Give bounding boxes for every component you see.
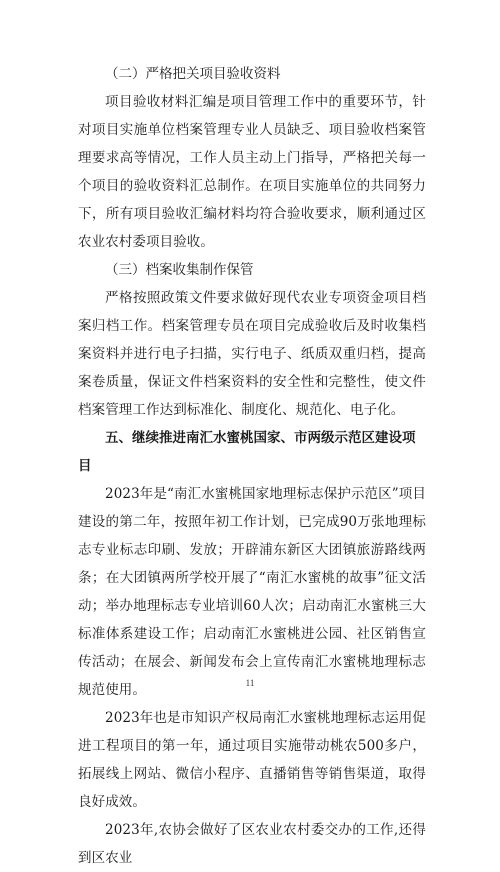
paragraph-association-work: 2023年,农协会做好了区农业农村委交办的工作,还得到区农业 [78,822,426,866]
paragraph-demonstration-zone-progress: 2023年是“南汇水蜜桃国家地理标志保护示范区”项目建设的第二年，按照年初工作计划，已完成90万张地理标志专业标志印刷、发放；开辟浦东新区大团镇旅游路线两条；在大团镇两所学校开展了“南汇水蜜桃的故事”征文活动；举办地理标志专业培训60人次；启动南汇水蜜桃三大标准体系建设工作；启动南汇水蜜桃进公园、社区销售宣传活动；在展会、新闻发布会上宣传南汇水蜜桃地理标志规范使用。 [78,486,426,698]
document-body [78,60,426,872]
paragraph-acceptance-materials: 项目验收材料汇编是项目管理工作中的重要环节，针对项目实施单位档案管理专业人员缺乏、项目验收档案管理要求高等情况，工作人员主动上门指导，严格把关每一个项目的验收资料汇总制作。在项目实施单位的共同努力下，所有项目验收汇编材料均符合验收要求，顺利通过区农业农村委项目验收。 [78,94,426,250]
section-heading-demonstration-zone: 五、继续推进南汇水蜜桃国家、市两级示范区建设项目 [78,430,416,474]
paragraph-ip-promotion-project: 2023年也是市知识产权局南汇水蜜桃地理标志运用促进工程项目的第一年，通过项目实施带动桃农500多户，拓展线上网站、微信小程序、直播销售等销售渠道，取得良好成效。 [78,710,426,810]
subsection-heading-archives: （三）档案收集制作保管 [105,262,254,278]
paragraph-archive-management: 严格按照政策文件要求做好现代农业专项资金项目档案归档工作。档案管理专员在项目完成验收后及时收集档案资料并进行电子扫描，实行电子、纸质双重归档，提高案卷质量，保证文件档案资料的安全性和完整性，使文件档案管理工作达到标准化、制度化、规范化、电子化。 [78,290,426,418]
page-number: 11 [245,678,255,688]
subsection-heading-acceptance: （二）严格把关项目验收资料 [105,66,281,82]
